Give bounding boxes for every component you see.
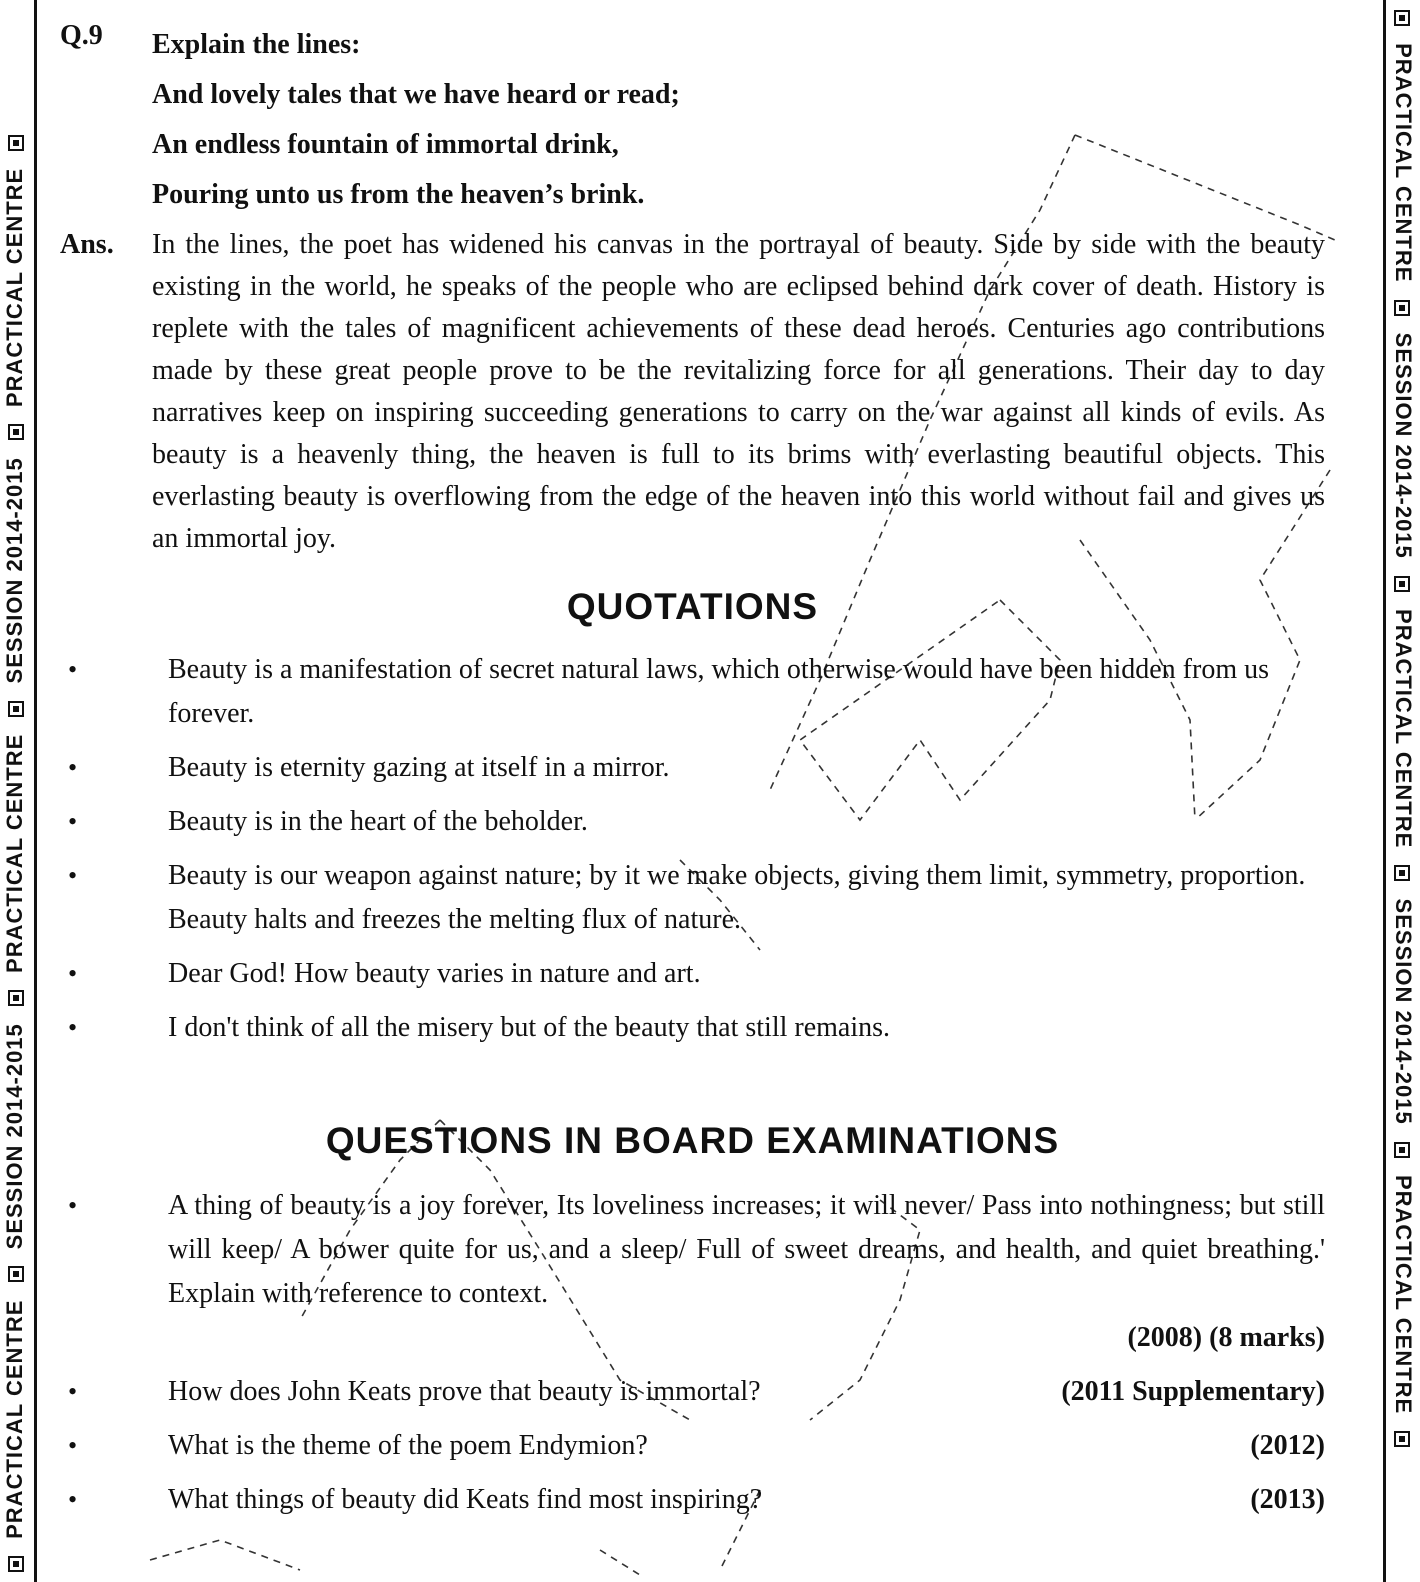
margin-label: SESSION 2014-2015	[2, 1023, 27, 1250]
exam-question-text: How does John Keats prove that beauty is immortal?	[168, 1376, 761, 1407]
question-label: Q.9	[60, 20, 103, 51]
box-dot-icon	[1394, 10, 1410, 26]
quotation-text: Dear God! How beauty varies in nature and art.	[168, 958, 701, 989]
list-item	[60, 648, 1325, 736]
margin-label: PRACTICAL CENTRE	[2, 167, 27, 408]
box-dot-icon	[1394, 1431, 1410, 1447]
list-item	[60, 1006, 1325, 1050]
exam-question-tag-row	[168, 1316, 1325, 1360]
list-item	[60, 1370, 1325, 1414]
poem-line: And lovely tales that we have heard or read;	[152, 79, 680, 110]
box-dot-icon	[8, 1556, 24, 1572]
quotation-text: Beauty is our weapon against nature; by it we make objects, giving them limit, symmetry, proportion. Beauty halts and freezes the melting flux of nature.	[168, 860, 1306, 935]
exam-year-tag: (2012)	[1250, 1430, 1325, 1461]
bullet-icon: •	[68, 1377, 78, 1406]
page-content	[60, 20, 1325, 1532]
question-body	[152, 20, 1325, 220]
box-dot-icon	[8, 1266, 24, 1282]
exam-year-tag: (2008) (8 marks)	[1127, 1322, 1325, 1353]
exam-question	[168, 1424, 1325, 1468]
answer-block	[60, 224, 1325, 560]
box-dot-icon	[8, 701, 24, 717]
margin-label: PRACTICAL CENTRE	[2, 733, 27, 973]
bullet-icon: •	[68, 1191, 78, 1220]
quotation-text: Beauty is eternity gazing at itself in a mirror.	[168, 752, 670, 783]
list-item	[60, 1478, 1325, 1522]
exam-year-tag: (2013)	[1250, 1484, 1325, 1515]
box-dot-icon	[1394, 300, 1410, 316]
exam-question-text: What things of beauty did Keats find most inspiring?	[168, 1484, 763, 1515]
box-dot-icon	[1394, 865, 1410, 881]
quotations-list	[60, 648, 1325, 1050]
exam-question-text: What is the theme of the poem Endymion?	[168, 1430, 648, 1461]
quotation-text: Beauty is in the heart of the beholder.	[168, 806, 588, 837]
question-prompt: Explain the lines:	[152, 29, 361, 60]
exam-year-tag: (2011 Supplementary)	[1061, 1376, 1325, 1407]
left-margin-watermark	[0, 0, 37, 1582]
box-dot-icon	[1394, 1142, 1410, 1158]
box-dot-icon	[8, 990, 24, 1006]
bullet-icon: •	[68, 861, 78, 890]
poem-line: An endless fountain of immortal drink,	[152, 129, 619, 160]
list-item	[60, 1184, 1325, 1360]
question-block	[60, 20, 1325, 220]
margin-label: PRACTICAL CENTRE	[1391, 609, 1416, 849]
quotation-text: Beauty is a manifestation of secret natural laws, which otherwise would have been hidden from us forever.	[168, 654, 1270, 729]
right-margin-watermark	[1383, 0, 1420, 1582]
answer-label: Ans.	[60, 229, 114, 260]
exam-question	[168, 1184, 1325, 1360]
bullet-icon: •	[68, 753, 78, 782]
bullet-icon: •	[68, 1485, 78, 1514]
list-item	[60, 800, 1325, 844]
exam-question	[168, 1370, 1325, 1414]
answer-text: In the lines, the poet has widened his canvas in the portrayal of beauty. Side by side with the beauty existing in the world, he speaks of the people who are eclipsed behind dark cover of death. History is replete with the tales of magnificent achievements of these dead heroes. Centuries ago contributions made by these great people prove to be the revitalizing force for all generations. Their day to day narratives keep on inspiring succeeding generations to carry on the war against all kinds of evils. As beauty is a heavenly thing, the heaven is full to its brims with everlasting beautiful objects. This everlasting beauty is overflowing from the edge of the heaven into this world without fail and gives us an immortal joy.	[152, 229, 1325, 554]
margin-label: SESSION 2014-2015	[1391, 332, 1416, 559]
list-item	[60, 1424, 1325, 1468]
margin-label: PRACTICAL CENTRE	[1391, 1174, 1416, 1415]
poem-line: Pouring unto us from the heaven’s brink.	[152, 179, 645, 210]
list-item	[60, 952, 1325, 996]
exam-questions-list	[60, 1184, 1325, 1522]
exam-question	[168, 1478, 1325, 1522]
bullet-icon: •	[68, 1013, 78, 1042]
margin-label: SESSION 2014-2015	[1391, 898, 1416, 1125]
quotations-heading: QUOTATIONS	[566, 586, 819, 627]
bullet-icon: •	[68, 959, 78, 988]
box-dot-icon	[8, 135, 24, 151]
margin-label: PRACTICAL CENTRE	[1391, 43, 1416, 283]
left-margin-text	[2, 125, 28, 1582]
exam-question-text: A thing of beauty is a joy forever, Its loveliness increases; it will never/ Pass into nothingness; but still will keep/ A bower quite for us, and a sleep/ Full of sweet dreams, and health, and quiet breathing.' Explain with reference to context.	[168, 1190, 1325, 1309]
margin-label: SESSION 2014-2015	[2, 457, 27, 684]
bullet-icon: •	[68, 807, 78, 836]
box-dot-icon	[8, 424, 24, 440]
bullet-icon: •	[68, 1431, 78, 1460]
box-dot-icon	[1394, 576, 1410, 592]
exam-questions-heading: QUESTIONS IN BOARD EXAMINATIONS	[325, 1120, 1060, 1161]
right-margin-text	[1390, 0, 1416, 1457]
bullet-icon: •	[68, 655, 78, 684]
margin-label: PRACTICAL CENTRE	[2, 1299, 27, 1539]
list-item	[60, 854, 1325, 942]
quotation-text: I don't think of all the misery but of the beauty that still remains.	[168, 1012, 891, 1043]
list-item	[60, 746, 1325, 790]
